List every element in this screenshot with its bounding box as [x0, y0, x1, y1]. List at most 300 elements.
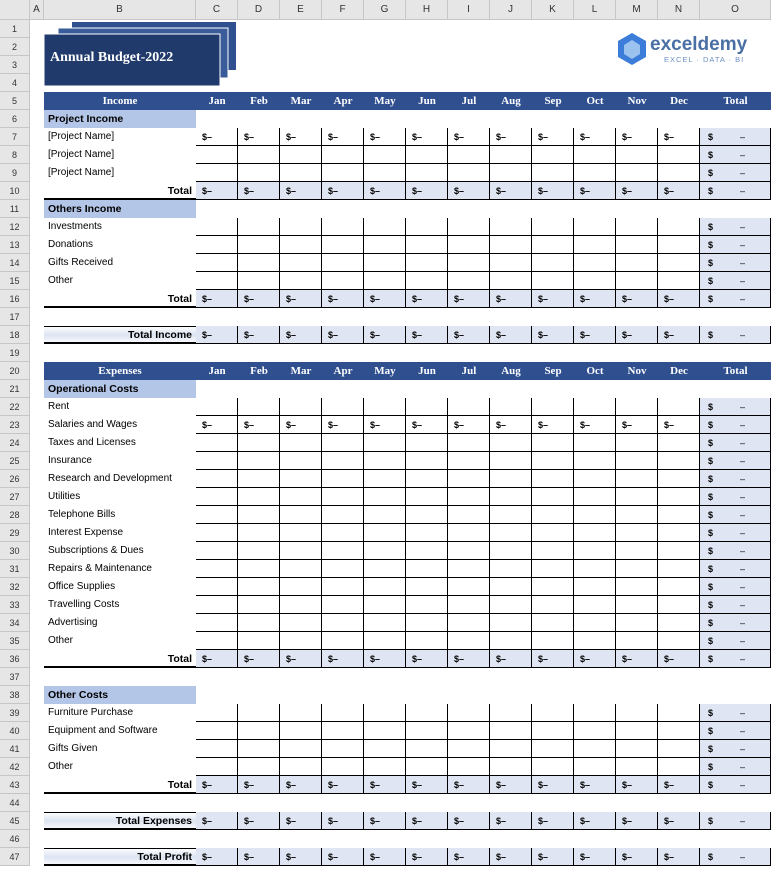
month-total-cell[interactable]: $–	[574, 776, 616, 794]
month-cell[interactable]	[322, 632, 364, 650]
month-cell[interactable]	[490, 524, 532, 542]
month-cell[interactable]	[532, 272, 574, 290]
month-cell[interactable]	[658, 452, 700, 470]
month-cell[interactable]	[406, 470, 448, 488]
month-total-cell[interactable]: $–	[196, 848, 238, 866]
month-total-cell[interactable]: $–	[322, 848, 364, 866]
month-cell[interactable]	[322, 254, 364, 272]
month-cell[interactable]: $–	[616, 416, 658, 434]
month-cell[interactable]	[448, 758, 490, 776]
month-cell[interactable]	[616, 722, 658, 740]
month-cell[interactable]	[280, 218, 322, 236]
month-cell[interactable]	[322, 578, 364, 596]
row-header[interactable]: 15	[0, 272, 30, 290]
month-total-cell[interactable]: $–	[238, 650, 280, 668]
month-cell[interactable]	[616, 272, 658, 290]
month-cell[interactable]: $–	[406, 128, 448, 146]
row-header[interactable]: 11	[0, 200, 30, 218]
month-cell[interactable]	[196, 740, 238, 758]
month-cell[interactable]	[658, 272, 700, 290]
month-cell[interactable]	[616, 542, 658, 560]
month-cell[interactable]	[280, 740, 322, 758]
month-total-cell[interactable]: $–	[196, 290, 238, 308]
month-cell[interactable]	[322, 506, 364, 524]
month-cell[interactable]	[532, 506, 574, 524]
month-cell[interactable]: $–	[196, 416, 238, 434]
month-cell[interactable]	[490, 632, 532, 650]
month-cell[interactable]	[406, 704, 448, 722]
month-total-cell[interactable]: $–	[448, 812, 490, 830]
month-cell[interactable]	[574, 632, 616, 650]
column-header[interactable]: J	[490, 0, 532, 20]
month-cell[interactable]	[532, 146, 574, 164]
month-cell[interactable]	[238, 704, 280, 722]
row-header[interactable]: 45	[0, 812, 30, 830]
month-cell[interactable]	[532, 398, 574, 416]
row-header[interactable]: 3	[0, 56, 30, 74]
month-cell[interactable]	[658, 506, 700, 524]
column-header[interactable]: O	[700, 0, 771, 20]
column-header[interactable]: G	[364, 0, 406, 20]
month-total-cell[interactable]: $–	[658, 650, 700, 668]
column-header[interactable]: F	[322, 0, 364, 20]
month-cell[interactable]	[280, 272, 322, 290]
month-total-cell[interactable]: $–	[532, 776, 574, 794]
column-header[interactable]: L	[574, 0, 616, 20]
month-cell[interactable]	[490, 758, 532, 776]
row-header[interactable]: 13	[0, 236, 30, 254]
month-cell[interactable]	[196, 704, 238, 722]
month-cell[interactable]: $–	[574, 416, 616, 434]
month-cell[interactable]	[238, 236, 280, 254]
month-cell[interactable]	[616, 398, 658, 416]
month-cell[interactable]	[574, 272, 616, 290]
row-header[interactable]: 41	[0, 740, 30, 758]
month-cell[interactable]	[406, 560, 448, 578]
month-cell[interactable]	[448, 272, 490, 290]
month-cell[interactable]	[616, 470, 658, 488]
row-header[interactable]: 36	[0, 650, 30, 668]
month-cell[interactable]	[658, 164, 700, 182]
month-cell[interactable]	[448, 218, 490, 236]
month-total-cell[interactable]: $–	[406, 182, 448, 200]
month-cell[interactable]	[322, 560, 364, 578]
month-cell[interactable]	[490, 470, 532, 488]
month-cell[interactable]	[280, 524, 322, 542]
row-header[interactable]: 1	[0, 20, 30, 38]
month-cell[interactable]	[406, 506, 448, 524]
month-cell[interactable]	[616, 236, 658, 254]
month-cell[interactable]	[406, 146, 448, 164]
month-cell[interactable]	[574, 452, 616, 470]
month-cell[interactable]	[280, 452, 322, 470]
month-cell[interactable]	[196, 542, 238, 560]
month-cell[interactable]	[238, 488, 280, 506]
month-cell[interactable]	[238, 722, 280, 740]
month-total-cell[interactable]: $–	[448, 290, 490, 308]
column-header[interactable]: I	[448, 0, 490, 20]
month-cell[interactable]: $–	[532, 416, 574, 434]
row-header[interactable]: 25	[0, 452, 30, 470]
month-cell[interactable]	[448, 524, 490, 542]
month-total-cell[interactable]: $–	[490, 848, 532, 866]
row-header[interactable]: 9	[0, 164, 30, 182]
row-header[interactable]: 39	[0, 704, 30, 722]
month-cell[interactable]	[616, 596, 658, 614]
month-cell[interactable]	[322, 236, 364, 254]
column-header[interactable]: D	[238, 0, 280, 20]
month-cell[interactable]	[532, 740, 574, 758]
row-header[interactable]: 46	[0, 830, 30, 848]
month-total-cell[interactable]: $–	[616, 812, 658, 830]
month-cell[interactable]	[322, 740, 364, 758]
month-cell[interactable]	[574, 218, 616, 236]
month-cell[interactable]: $–	[196, 128, 238, 146]
month-cell[interactable]: $–	[238, 416, 280, 434]
month-cell[interactable]	[322, 218, 364, 236]
row-header[interactable]: 23	[0, 416, 30, 434]
row-header[interactable]: 29	[0, 524, 30, 542]
month-cell[interactable]	[322, 434, 364, 452]
month-cell[interactable]	[532, 614, 574, 632]
column-header[interactable]: M	[616, 0, 658, 20]
month-cell[interactable]	[322, 146, 364, 164]
month-cell[interactable]	[448, 506, 490, 524]
month-cell[interactable]	[532, 542, 574, 560]
month-cell[interactable]	[238, 146, 280, 164]
month-cell[interactable]	[196, 488, 238, 506]
month-cell[interactable]	[490, 218, 532, 236]
month-total-cell[interactable]: $–	[280, 326, 322, 344]
month-cell[interactable]	[196, 524, 238, 542]
month-total-cell[interactable]: $–	[196, 326, 238, 344]
month-cell[interactable]	[406, 452, 448, 470]
month-cell[interactable]	[658, 578, 700, 596]
month-total-cell[interactable]: $–	[490, 290, 532, 308]
month-total-cell[interactable]: $–	[616, 326, 658, 344]
row-header[interactable]: 12	[0, 218, 30, 236]
month-cell[interactable]	[238, 632, 280, 650]
month-cell[interactable]	[280, 398, 322, 416]
month-cell[interactable]	[490, 740, 532, 758]
month-cell[interactable]	[616, 704, 658, 722]
row-header[interactable]: 24	[0, 434, 30, 452]
month-cell[interactable]	[322, 614, 364, 632]
month-total-cell[interactable]: $–	[658, 776, 700, 794]
row-header[interactable]: 37	[0, 668, 30, 686]
month-cell[interactable]	[448, 146, 490, 164]
month-cell[interactable]	[364, 596, 406, 614]
month-cell[interactable]	[238, 542, 280, 560]
month-total-cell[interactable]: $–	[658, 848, 700, 866]
month-cell[interactable]	[280, 470, 322, 488]
month-cell[interactable]	[616, 218, 658, 236]
month-cell[interactable]	[238, 740, 280, 758]
month-cell[interactable]	[532, 578, 574, 596]
month-cell[interactable]	[574, 524, 616, 542]
row-header[interactable]: 22	[0, 398, 30, 416]
column-header[interactable]: A	[30, 0, 44, 20]
row-header[interactable]: 7	[0, 128, 30, 146]
row-header[interactable]: 33	[0, 596, 30, 614]
month-cell[interactable]	[532, 434, 574, 452]
month-total-cell[interactable]: $–	[616, 776, 658, 794]
month-cell[interactable]	[616, 758, 658, 776]
month-cell[interactable]	[490, 506, 532, 524]
month-cell[interactable]: $–	[280, 416, 322, 434]
row-header[interactable]: 18	[0, 326, 30, 344]
month-cell[interactable]	[406, 236, 448, 254]
month-total-cell[interactable]: $–	[658, 182, 700, 200]
month-cell[interactable]	[322, 272, 364, 290]
month-cell[interactable]	[616, 614, 658, 632]
month-cell[interactable]	[616, 740, 658, 758]
month-cell[interactable]	[196, 596, 238, 614]
month-total-cell[interactable]: $–	[322, 290, 364, 308]
month-total-cell[interactable]: $–	[406, 650, 448, 668]
month-cell[interactable]	[238, 452, 280, 470]
month-total-cell[interactable]: $–	[322, 812, 364, 830]
month-total-cell[interactable]: $–	[532, 182, 574, 200]
month-cell[interactable]	[364, 398, 406, 416]
month-total-cell[interactable]: $–	[364, 290, 406, 308]
month-cell[interactable]	[364, 146, 406, 164]
row-header[interactable]: 35	[0, 632, 30, 650]
month-total-cell[interactable]: $–	[448, 326, 490, 344]
month-cell[interactable]	[322, 722, 364, 740]
month-cell[interactable]	[532, 758, 574, 776]
month-cell[interactable]	[574, 542, 616, 560]
month-total-cell[interactable]: $–	[280, 182, 322, 200]
month-cell[interactable]	[280, 254, 322, 272]
row-header[interactable]: 5	[0, 92, 30, 110]
month-cell[interactable]	[238, 218, 280, 236]
month-cell[interactable]	[322, 452, 364, 470]
month-cell[interactable]	[490, 236, 532, 254]
month-cell[interactable]	[490, 614, 532, 632]
month-total-cell[interactable]: $–	[364, 812, 406, 830]
month-cell[interactable]	[238, 434, 280, 452]
row-header[interactable]: 8	[0, 146, 30, 164]
month-cell[interactable]	[196, 722, 238, 740]
row-header[interactable]: 6	[0, 110, 30, 128]
month-cell[interactable]	[448, 542, 490, 560]
month-cell[interactable]	[406, 614, 448, 632]
month-cell[interactable]	[658, 470, 700, 488]
month-cell[interactable]	[364, 704, 406, 722]
row-header[interactable]: 47	[0, 848, 30, 866]
month-cell[interactable]	[406, 254, 448, 272]
month-total-cell[interactable]: $–	[448, 182, 490, 200]
month-cell[interactable]	[280, 596, 322, 614]
month-cell[interactable]	[532, 560, 574, 578]
month-total-cell[interactable]: $–	[532, 650, 574, 668]
month-cell[interactable]	[196, 254, 238, 272]
month-total-cell[interactable]: $–	[322, 182, 364, 200]
month-cell[interactable]	[490, 488, 532, 506]
month-cell[interactable]	[490, 164, 532, 182]
month-cell[interactable]	[448, 704, 490, 722]
month-cell[interactable]	[280, 614, 322, 632]
month-total-cell[interactable]: $–	[574, 326, 616, 344]
month-cell[interactable]	[574, 398, 616, 416]
row-header[interactable]: 31	[0, 560, 30, 578]
month-cell[interactable]	[448, 722, 490, 740]
month-cell[interactable]	[658, 524, 700, 542]
month-total-cell[interactable]: $–	[238, 290, 280, 308]
month-total-cell[interactable]: $–	[490, 776, 532, 794]
month-total-cell[interactable]: $–	[280, 848, 322, 866]
month-cell[interactable]	[658, 758, 700, 776]
month-cell[interactable]	[574, 434, 616, 452]
month-total-cell[interactable]: $–	[406, 290, 448, 308]
month-cell[interactable]	[196, 506, 238, 524]
month-cell[interactable]	[406, 272, 448, 290]
month-cell[interactable]: $–	[658, 128, 700, 146]
month-cell[interactable]	[280, 542, 322, 560]
month-cell[interactable]	[532, 254, 574, 272]
month-cell[interactable]	[658, 254, 700, 272]
month-cell[interactable]: $–	[616, 128, 658, 146]
month-cell[interactable]	[448, 398, 490, 416]
month-cell[interactable]	[196, 236, 238, 254]
month-total-cell[interactable]: $–	[616, 650, 658, 668]
month-total-cell[interactable]: $–	[448, 650, 490, 668]
month-cell[interactable]	[238, 596, 280, 614]
month-cell[interactable]	[616, 488, 658, 506]
column-header[interactable]: E	[280, 0, 322, 20]
month-cell[interactable]	[238, 578, 280, 596]
month-cell[interactable]	[532, 524, 574, 542]
month-cell[interactable]	[364, 740, 406, 758]
month-cell[interactable]	[616, 164, 658, 182]
month-total-cell[interactable]: $–	[658, 290, 700, 308]
month-cell[interactable]	[490, 578, 532, 596]
month-total-cell[interactable]: $–	[574, 290, 616, 308]
month-cell[interactable]	[532, 488, 574, 506]
month-cell[interactable]	[196, 758, 238, 776]
month-cell[interactable]	[574, 488, 616, 506]
month-cell[interactable]	[658, 542, 700, 560]
month-cell[interactable]	[532, 470, 574, 488]
month-total-cell[interactable]: $–	[574, 812, 616, 830]
row-header[interactable]: 42	[0, 758, 30, 776]
month-total-cell[interactable]: $–	[364, 326, 406, 344]
month-cell[interactable]	[532, 722, 574, 740]
month-cell[interactable]	[448, 596, 490, 614]
month-cell[interactable]	[574, 758, 616, 776]
month-cell[interactable]	[196, 164, 238, 182]
month-cell[interactable]	[238, 614, 280, 632]
month-cell[interactable]	[574, 722, 616, 740]
month-total-cell[interactable]: $–	[658, 326, 700, 344]
month-total-cell[interactable]: $–	[364, 182, 406, 200]
month-cell[interactable]	[658, 704, 700, 722]
month-total-cell[interactable]: $–	[196, 182, 238, 200]
select-all-corner[interactable]	[0, 0, 30, 20]
month-cell[interactable]	[280, 488, 322, 506]
column-header[interactable]: K	[532, 0, 574, 20]
month-total-cell[interactable]: $–	[406, 776, 448, 794]
month-cell[interactable]	[490, 254, 532, 272]
month-cell[interactable]	[238, 272, 280, 290]
month-cell[interactable]	[238, 758, 280, 776]
month-total-cell[interactable]: $–	[532, 290, 574, 308]
month-cell[interactable]	[532, 596, 574, 614]
month-total-cell[interactable]: $–	[238, 812, 280, 830]
month-cell[interactable]	[658, 218, 700, 236]
month-cell[interactable]	[238, 254, 280, 272]
month-cell[interactable]	[364, 488, 406, 506]
month-cell[interactable]	[406, 542, 448, 560]
month-cell[interactable]: $–	[490, 128, 532, 146]
month-cell[interactable]	[616, 434, 658, 452]
month-cell[interactable]	[658, 398, 700, 416]
column-header[interactable]: C	[196, 0, 238, 20]
month-cell[interactable]	[364, 434, 406, 452]
month-cell[interactable]	[322, 542, 364, 560]
column-header[interactable]: N	[658, 0, 700, 20]
month-total-cell[interactable]: $–	[238, 848, 280, 866]
month-cell[interactable]: $–	[532, 128, 574, 146]
month-cell[interactable]	[196, 272, 238, 290]
column-header[interactable]: H	[406, 0, 448, 20]
row-header[interactable]: 40	[0, 722, 30, 740]
month-cell[interactable]	[658, 614, 700, 632]
month-cell[interactable]: $–	[322, 128, 364, 146]
month-cell[interactable]	[196, 560, 238, 578]
month-cell[interactable]	[616, 254, 658, 272]
row-header[interactable]: 4	[0, 74, 30, 92]
month-total-cell[interactable]: $–	[406, 848, 448, 866]
month-total-cell[interactable]: $–	[280, 290, 322, 308]
month-cell[interactable]	[574, 704, 616, 722]
month-cell[interactable]	[532, 452, 574, 470]
month-total-cell[interactable]: $–	[490, 812, 532, 830]
month-cell[interactable]	[196, 146, 238, 164]
row-header[interactable]: 10	[0, 182, 30, 200]
month-cell[interactable]: $–	[364, 416, 406, 434]
month-cell[interactable]	[406, 758, 448, 776]
month-total-cell[interactable]: $–	[574, 182, 616, 200]
month-cell[interactable]	[574, 236, 616, 254]
month-cell[interactable]	[238, 398, 280, 416]
month-total-cell[interactable]: $–	[616, 848, 658, 866]
month-cell[interactable]	[574, 164, 616, 182]
month-total-cell[interactable]: $–	[280, 650, 322, 668]
month-cell[interactable]	[364, 164, 406, 182]
month-cell[interactable]	[322, 758, 364, 776]
month-cell[interactable]	[448, 740, 490, 758]
month-cell[interactable]	[490, 542, 532, 560]
month-cell[interactable]	[574, 740, 616, 758]
month-cell[interactable]	[490, 560, 532, 578]
month-cell[interactable]	[280, 146, 322, 164]
month-total-cell[interactable]: $–	[490, 182, 532, 200]
month-cell[interactable]: $–	[406, 416, 448, 434]
month-cell[interactable]	[280, 560, 322, 578]
month-cell[interactable]	[406, 398, 448, 416]
month-total-cell[interactable]: $–	[616, 290, 658, 308]
month-cell[interactable]	[616, 452, 658, 470]
row-header[interactable]: 19	[0, 344, 30, 362]
month-cell[interactable]	[322, 470, 364, 488]
month-cell[interactable]	[364, 560, 406, 578]
month-cell[interactable]	[364, 524, 406, 542]
month-cell[interactable]	[406, 596, 448, 614]
month-cell[interactable]	[406, 578, 448, 596]
month-cell[interactable]	[196, 470, 238, 488]
